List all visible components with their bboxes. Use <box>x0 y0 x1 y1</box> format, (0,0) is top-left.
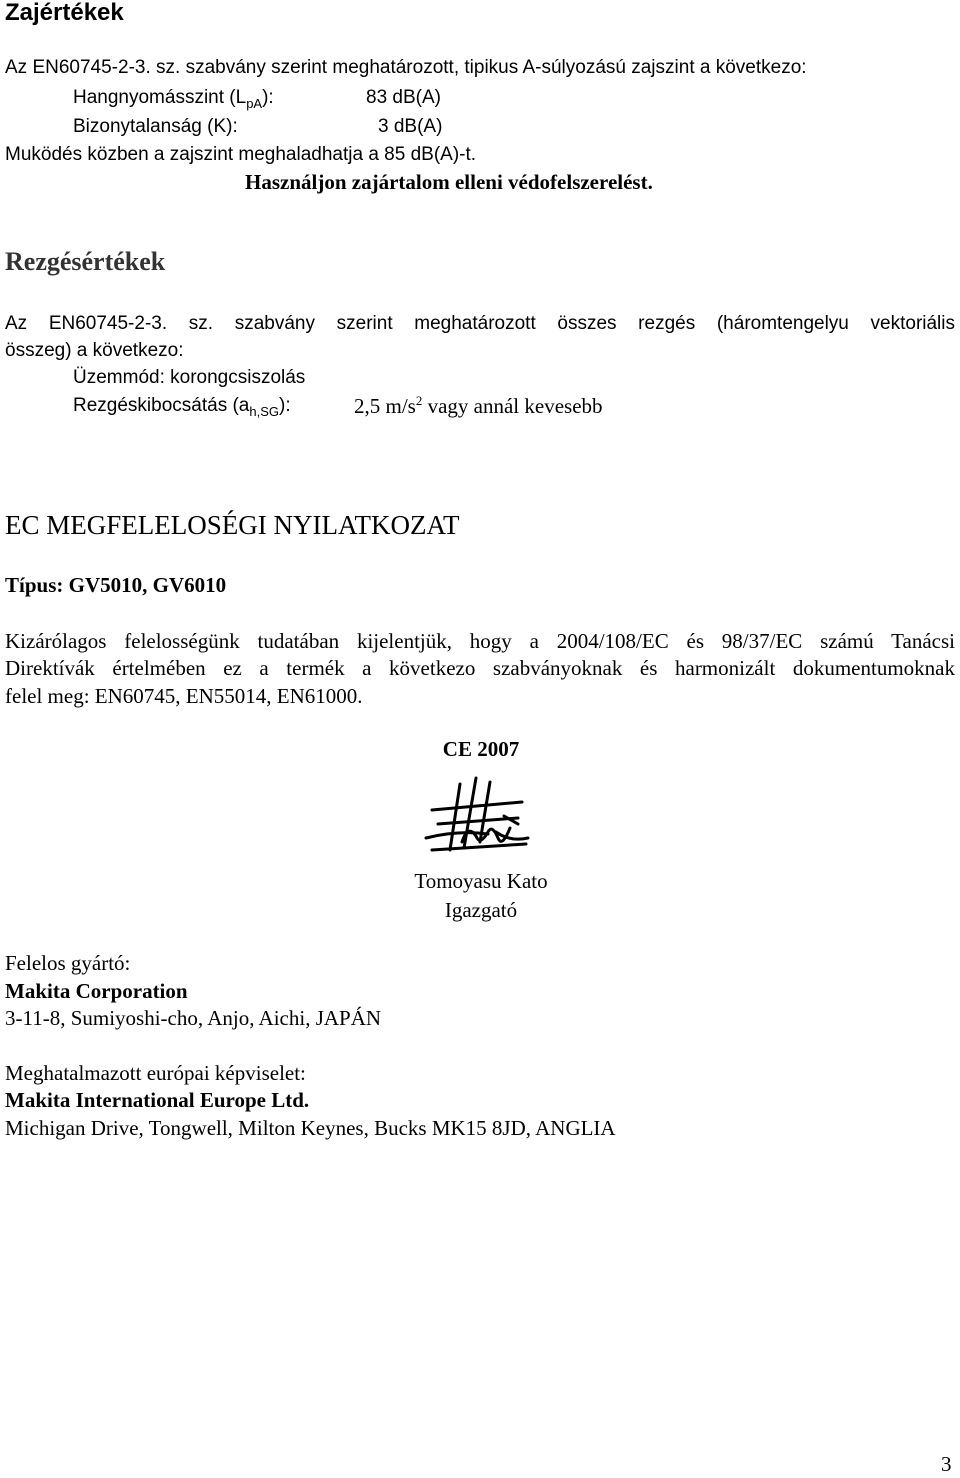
sound-pressure-label: Hangnyomásszint $(L_{pA})$: <box>73 87 274 111</box>
work-mode-text: Üzemmód: korongcsiszolás <box>73 367 306 388</box>
representative-name: Makita International Europe Ltd. <box>5 1088 310 1112</box>
noise-standard-text: Az EN60745-2-3. sz. szabvány szerint meghatározott, tipikus A-súlyozású zajszint a következo: <box>5 57 807 78</box>
manufacturer-name: Makita Corporation <box>5 979 188 1003</box>
vibration-standard-text-line1: Az EN60745-2-3. sz. szabvány szerint meghatározott összes rezgés (háromtengelyu vektoriális <box>5 313 955 334</box>
page-number: 3 <box>941 1452 952 1476</box>
vibration-emission-value: 2,5 $m/s^2$ vagy annál kevesebb <box>354 393 603 418</box>
declaration-paragraph-line1: Kizárólagos felelosségünk tudatában kijelentjük, hogy a 2004/108/EC és 98/37/EC számú Tanácsi <box>5 629 955 653</box>
noise-operation-text: Muködés közben a zajszint meghaladhatja a 85 dB(A)-t. <box>5 144 477 165</box>
model-type: Típus: GV5010, GV6010 <box>5 573 227 597</box>
hearing-protection-warning: Használjon zajártalom elleni védofelszerelést. <box>245 170 653 194</box>
vibration-section-title: Rezgésértékek <box>5 247 166 276</box>
sound-pressure-value: 83 dB(A) <box>366 87 441 108</box>
manufacturer-label: Felelos gyártó: <box>5 951 131 975</box>
noise-section-title: Zajértékek <box>5 0 124 26</box>
signature-image <box>418 772 538 862</box>
signer-title: Igazgató <box>444 898 518 922</box>
ce-mark-year: CE 2007 <box>442 737 520 761</box>
representative-label: Meghatalmazott európai képviselet: <box>5 1061 306 1085</box>
representative-address: Michigan Drive, Tongwell, Milton Keynes, Bucks MK15 8JD, ANGLIA <box>5 1116 616 1140</box>
declaration-paragraph-line2: Direktívák értelmében ez a termék a következo szabványoknak és harmonizált dokumentumoknak <box>5 656 955 680</box>
declaration-title: EC MEGFELELOSÉGI NYILATKOZAT <box>5 510 460 540</box>
vibration-standard-text-line2: összeg) a következo: <box>5 340 184 361</box>
manufacturer-address: 3-11-8, Sumiyoshi-cho, Anjo, Aichi, JAPÁN <box>5 1006 382 1030</box>
vibration-emission-label: Rezgéskibocsátás $(a_{h,SG})$: <box>73 395 291 419</box>
uncertainty-label: Bizonytalanság (K): <box>73 116 238 137</box>
signer-name: Tomoyasu Kato <box>414 869 548 893</box>
uncertainty-value: 3 dB(A) <box>378 116 443 137</box>
declaration-paragraph-line3: felel meg: EN60745, EN55014, EN61000. <box>5 684 363 708</box>
